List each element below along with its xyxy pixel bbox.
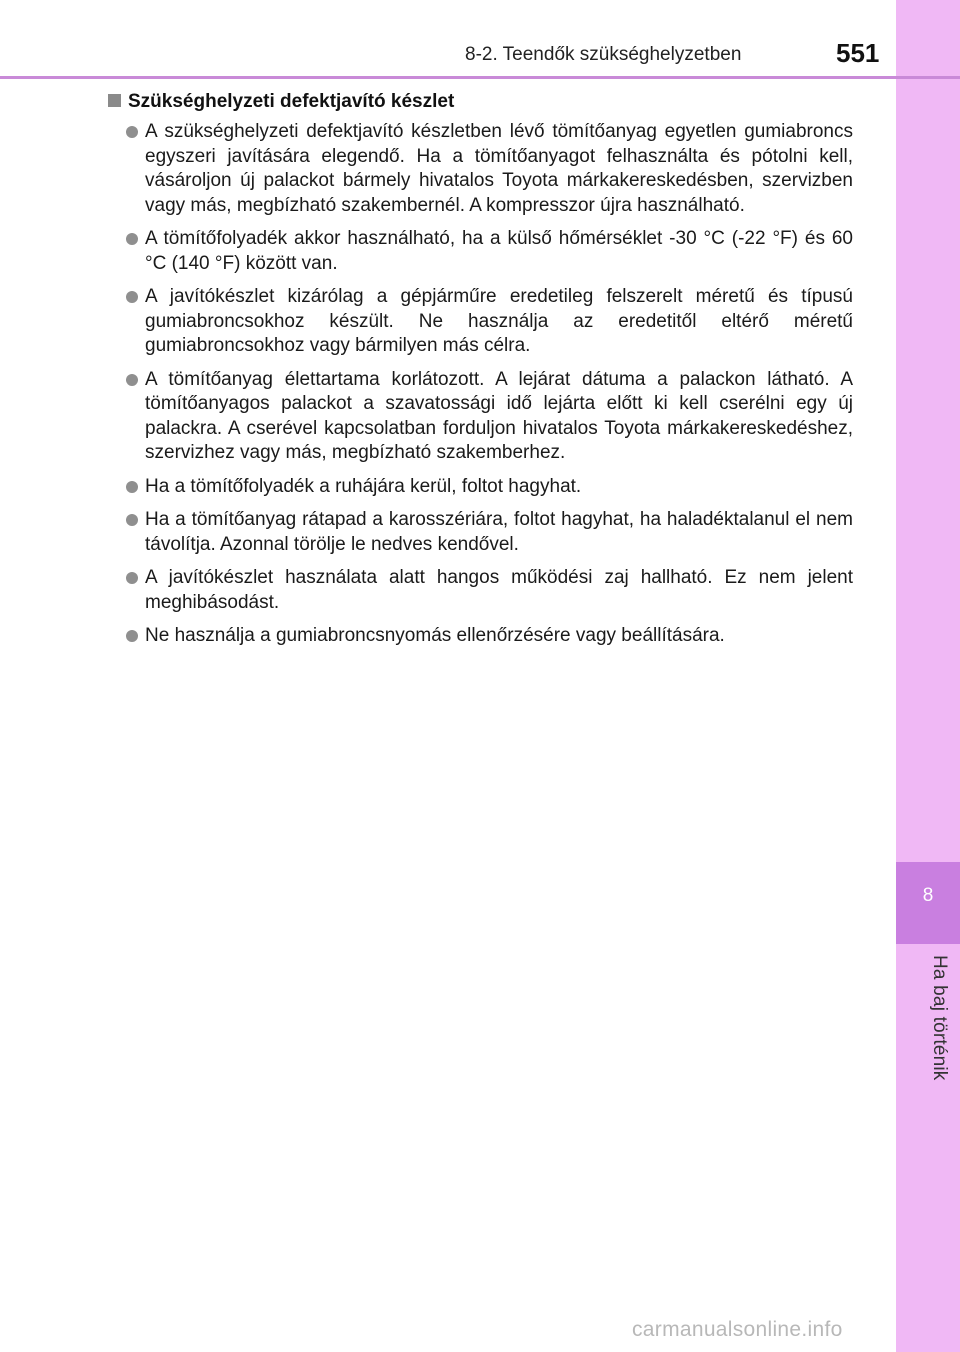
list-item — [108, 475, 853, 500]
list-item-text: A tömítőanyag élettartama korlátozott. A lejárat dátuma a palackon látható. A tömítőanyagos palackot a szavatossági idő lejárta előtt ki kell cserélni egy új palackra. A cserével kapcsolatban forduljon hivatalos Toyota márkakereskedéshez, szervizhez vagy más, megbízható szakemberhez. — [145, 368, 853, 463]
list-item — [108, 227, 853, 276]
list-item — [108, 508, 853, 557]
round-bullet-icon — [126, 630, 138, 642]
chapter-number: 8 — [922, 885, 934, 906]
list-item-text: Ha a tömítőanyag rátapad a karosszériára, foltot hagyhat, ha haladéktalanul el nem távolítja. Azonnal törölje le nedves kendővel. — [145, 509, 853, 555]
chapter-side-tab — [896, 0, 960, 1352]
list-item-text: A javítókészlet használata alatt hangos működési zaj hallható. Ez nem jelent meghibásodást. — [145, 567, 853, 613]
page-number: 551 — [836, 38, 880, 68]
list-item — [108, 285, 853, 359]
list-item-text: Ha a tömítőfolyadék a ruhájára kerül, foltot hagyhat. — [145, 475, 582, 497]
header-rule — [0, 76, 960, 79]
square-bullet-icon — [108, 94, 121, 107]
page-content — [108, 88, 853, 658]
round-bullet-icon — [126, 291, 138, 303]
round-bullet-icon — [126, 514, 138, 526]
list-item — [108, 624, 853, 649]
round-bullet-icon — [126, 572, 138, 584]
round-bullet-icon — [126, 481, 138, 493]
list-item-text: Ne használja a gumiabroncsnyomás ellenőrzésére vagy beállítására. — [145, 625, 725, 646]
list-item-text: A szükséghelyzeti defektjavító készletben lévő tömítőanyag egyetlen gumiabroncs egyszeri javítására elegendő. Ha a tömítőanyagot felhasználta és pótolni kell, vásároljon új palackot bármely hivatalos Toyota márkakereskedésben, szervizben vagy más, megbízható szakembernél. A kompresszor újra használható. — [145, 121, 853, 216]
section-heading-text: Szükséghelyzeti defektjavító készlet — [128, 91, 455, 112]
list-item — [108, 120, 853, 218]
bullet-list — [108, 120, 853, 649]
chapter-label: Ha baj történik — [929, 955, 950, 1081]
list-item-text: A tömítőfolyadék akkor használható, ha a külső hőmérséklet -30 °C (-22 °F) és 60 °C (140 °F) között van. — [145, 228, 853, 274]
round-bullet-icon — [126, 233, 138, 245]
list-item — [108, 566, 853, 615]
section-title: 8-2. Teendők szükséghelyzetben — [465, 44, 742, 65]
section-heading — [108, 88, 853, 116]
watermark: carmanualsonline.info — [632, 1318, 843, 1341]
list-item-text: A javítókészlet kizárólag a gépjárműre eredetileg felszerelt méretű és típusú gumiabroncsokhoz készült. Ne használja az eredetitől eltérő méretű gumiabroncsokhoz vagy bármilyen más célra. — [145, 286, 853, 356]
round-bullet-icon — [126, 374, 138, 386]
list-item — [108, 368, 853, 466]
round-bullet-icon — [126, 126, 138, 138]
